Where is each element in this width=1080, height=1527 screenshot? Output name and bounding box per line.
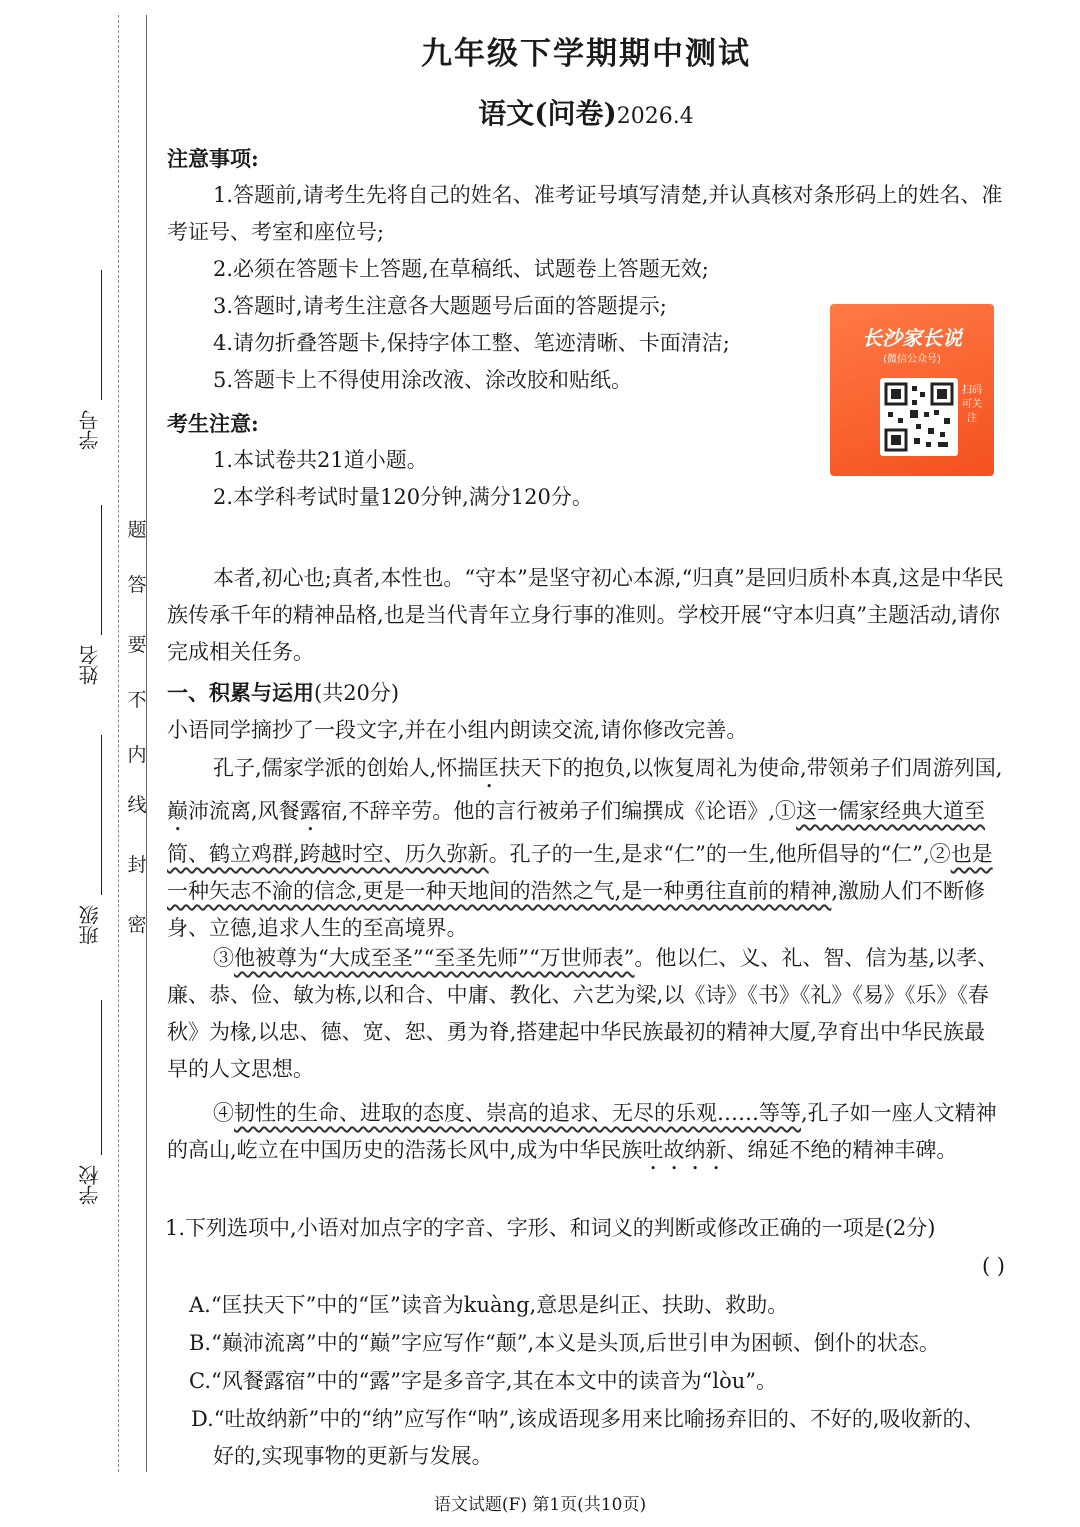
dotted-idiom: 吐故纳新: [642, 1138, 727, 1162]
text: 宿,不辞辛劳。他的言行被弟子们编撰成《论语》,: [320, 799, 776, 823]
wavy-underlined-sentence: 他被尊为“大成至圣”“至圣先师”“万世师表”: [234, 946, 635, 970]
sentence-marker: ④: [213, 1101, 234, 1125]
option-a: A.“匡扶天下”中的“匡”读音为kuàng,意思是纠正、扶助、救助。: [189, 1293, 789, 1317]
qr-code-icon[interactable]: [880, 378, 958, 456]
text: 。他以仁、义、礼、智、信为基,以孝、廉、恭、俭、敏为栋,以和合、中庸、教化、六艺为梁,以《诗》《书》《礼》《易》《乐》《春秋》为椽,以忠、德、宽、恕、勇为脊,搭建起中华民族最初的精神大厦,孕育出中华民族最早的人文思想。: [167, 946, 999, 1081]
qr-card-subtitle: (微信公众号): [883, 354, 941, 365]
name-blank[interactable]: [101, 505, 102, 635]
wavy-underlined-sentence: 这一儒家经典大道至简、鹤立鸡群,跨越时空、历久弥新: [167, 799, 986, 866]
school-blank[interactable]: [101, 1000, 102, 1155]
student-id-field: [70, 410, 110, 450]
candidate-heading: 考生注意:: [167, 411, 259, 436]
option-b: B.“巅沛流离”中的“巅”字应写作“颠”,本义是头顶,后世引申为困顿、倒仆的状态。: [189, 1331, 940, 1355]
text: ,孔子如一座人文精神的高山,屹立在中国历史的浩荡长风中,成为中华民族: [167, 1101, 997, 1162]
qr-card-side-text: 扫码可关注: [962, 385, 982, 424]
student-id-label: 学号: [78, 410, 102, 450]
name-label: 姓名: [78, 645, 102, 685]
seal-char: 线: [127, 794, 147, 816]
sentence-marker: ①: [775, 799, 797, 823]
wavy-underlined-sentence: 韧性的生命、进取的态度、崇高的追求、无尽的乐观……等等: [234, 1101, 801, 1125]
exam-title: 九年级下学期期中测试: [421, 36, 751, 72]
seal-char: 封: [127, 854, 147, 876]
exam-subtitle: [167, 92, 1005, 132]
intro-paragraph: 本者,初心也;真者,本性也。“守本”是坚守初心本源,“归真”是回归质朴本真,这是中华民族传承千年的精神品格,也是当代青年立身行事的准则。学校开展“守本归真”主题活动,请你完成相关任务。: [167, 566, 1004, 664]
class-field: [70, 905, 110, 945]
option-d: D.“吐故纳新”中的“纳”应写作“呐”,该成语现多用来比喻扬弃旧的、不好的,吸收新的、好的,实现事物的更新与发展。: [191, 1407, 985, 1468]
class-blank[interactable]: [101, 735, 102, 895]
text: 。孔子的一生,是求“仁”的一生,他所倡导的“仁”,: [488, 842, 930, 866]
question-1-stem: 1.下列选项中,小语对加点字的字音、字形、和词义的判断或修改正确的一项是(2分): [165, 1216, 936, 1240]
dotted-char: 巅: [167, 799, 188, 823]
text: 沛流离,风餐: [188, 799, 300, 823]
candidate-item-1: 1.本试卷共21道小题。: [213, 448, 428, 472]
sentence-marker: ③: [213, 946, 234, 970]
name-field: [70, 645, 110, 685]
candidate-item-2: 2.本学科考试时量120分钟,满分120分。: [213, 485, 593, 509]
notice-item-2: 2.必须在答题卡上答题,在草稿纸、试题卷上答题无效;: [213, 257, 709, 281]
text: 孔子,儒家学派的创始人,怀揣: [213, 756, 479, 780]
exam-date: 2026.4: [616, 104, 694, 129]
notice-item-3: 3.答题时,请考生注意各大题题号后面的答题提示;: [213, 294, 667, 318]
qr-promo-card[interactable]: [830, 304, 994, 476]
text: 扶天下的抱负,以恢复周礼为使命,带领弟子们周游列国,: [499, 756, 1003, 780]
binding-strip: [0, 0, 150, 1527]
notice-item-5: 5.答题卡上不得使用涂改液、涂改胶和贴纸。: [213, 368, 633, 392]
text: ,激励人们不断修身、立德,追求人生的至高境界。: [167, 879, 986, 940]
wavy-underlined-sentence: 也是一种矢志不渝的信念,更是一种天地间的浩然之气,是一种勇往直前的精神: [167, 842, 993, 903]
notice-item-4: 4.请勿折叠答题卡,保持字体工整、笔迹清晰、卡面清洁;: [213, 331, 730, 355]
binding-dashed-line: [118, 15, 119, 1472]
seal-char: 密: [127, 914, 147, 936]
page-footer: 语文试题(F) 第1页(共10页): [433, 1495, 647, 1515]
notice-heading: 注意事项:: [167, 146, 259, 171]
section-1-score: (共20分): [314, 681, 400, 705]
seal-char: 题: [127, 519, 147, 541]
option-c: C.“风餐露宿”中的“露”字是多音字,其在本文中的读音为“lòu”。: [189, 1369, 777, 1393]
school-field: [70, 1165, 110, 1205]
section-1-title: 一、积累与运用: [167, 680, 314, 705]
student-id-blank[interactable]: [101, 270, 102, 400]
passage-paragraph-3: [167, 1095, 1005, 1175]
section-1-heading: [167, 674, 1005, 712]
seal-char: 不: [127, 689, 147, 711]
subject-label: 语文(问卷): [478, 97, 617, 130]
answer-bracket[interactable]: ( ): [981, 1254, 1005, 1278]
class-label: 班级: [78, 905, 102, 945]
section-1-lead: 小语同学摘抄了一段文字,并在小组内朗读交流,请你修改完善。: [167, 718, 748, 742]
dotted-char: 匡: [478, 756, 500, 780]
seal-char: 内: [127, 744, 147, 766]
passage-paragraph-1: [167, 750, 1005, 947]
school-label: 学校: [78, 1165, 102, 1205]
sentence-marker: ②: [929, 842, 951, 866]
seal-char: 要: [127, 634, 147, 656]
dotted-char: 露: [299, 799, 321, 823]
qr-card-title: 长沙家长说: [862, 326, 962, 350]
seal-char: 答: [127, 574, 147, 596]
text: 、绵延不绝的精神丰碑。: [726, 1138, 958, 1162]
notice-item-1: 1.答题前,请考生先将自己的姓名、准考证号填写清楚,并认真核对条形码上的姓名、准考证号、考室和座位号;: [167, 183, 1003, 244]
passage-paragraph-2: [167, 940, 1005, 1088]
